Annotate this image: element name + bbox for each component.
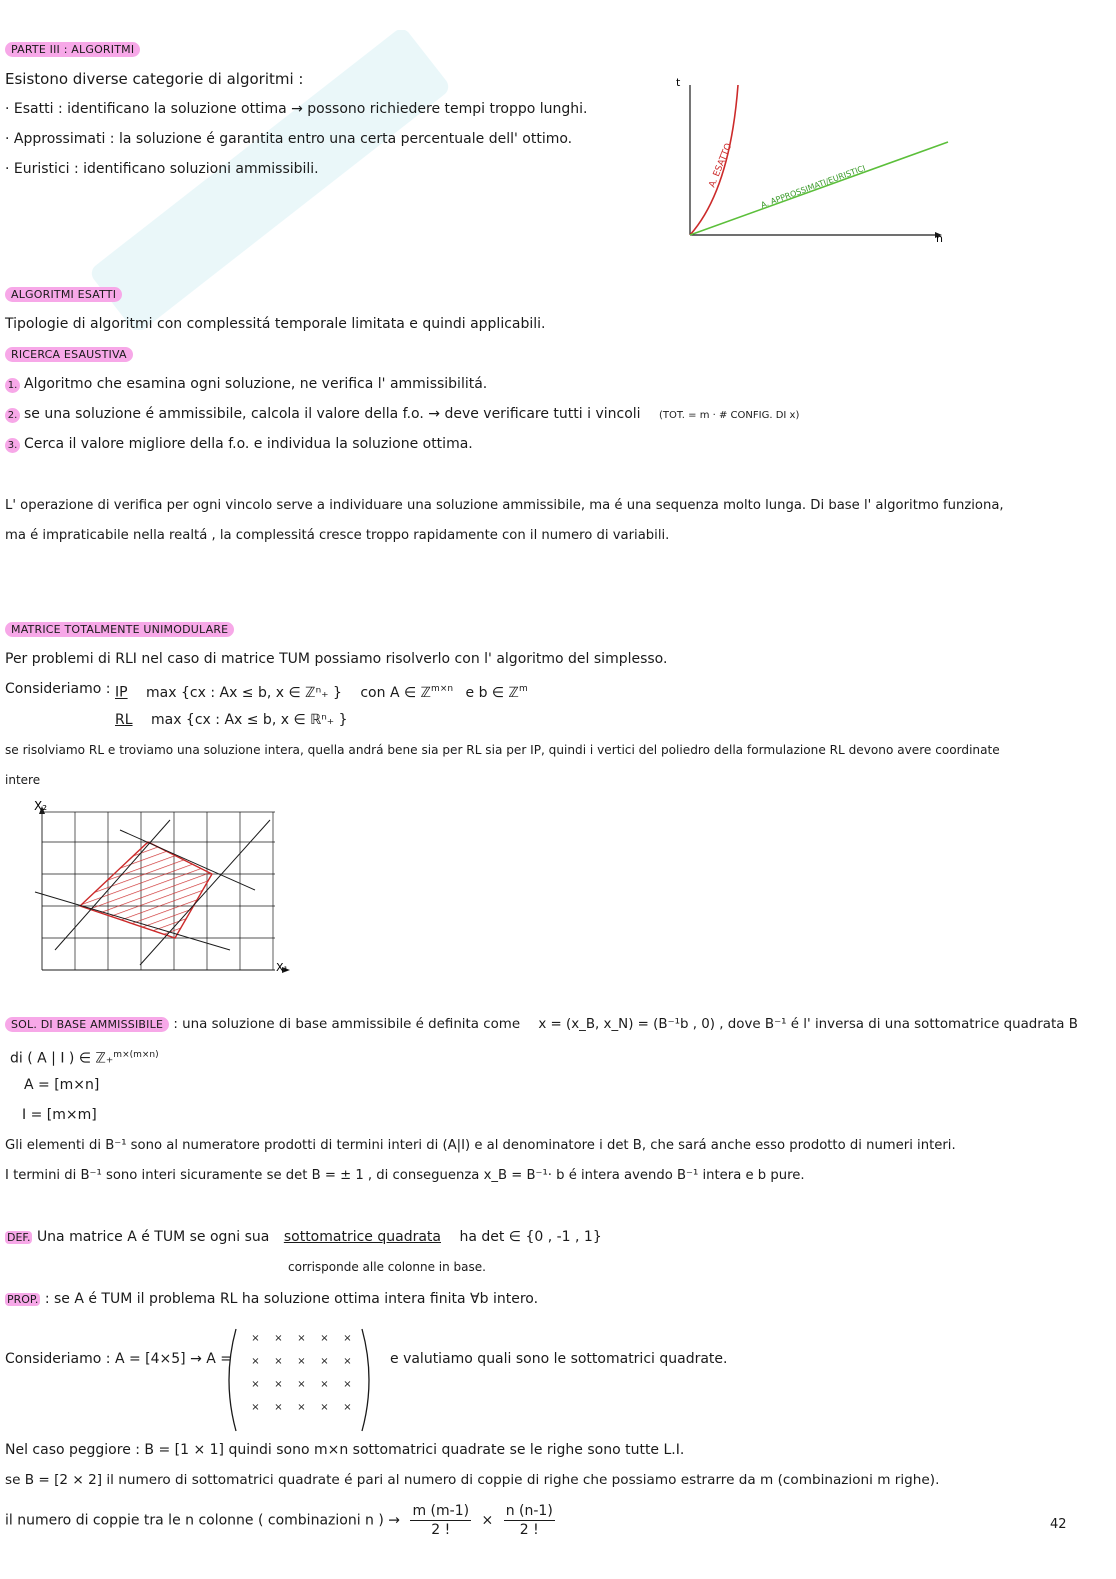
graph2-x-label: X₁: [276, 961, 288, 974]
tum-definition: DEF. Una matrice A é TUM se ogni sua sottomatrice quadrata ha det ∈ {0 , -1 , 1}: [7, 1229, 602, 1245]
graph1-x-label: n: [936, 232, 943, 245]
step-1: 1. Algoritmo che esamina ogni soluzione, ne verifica l' ammissibilitá.: [5, 375, 487, 393]
exact-title: ALGORITMI ESATTI: [5, 285, 122, 304]
evaluate-submatrices: e valutiamo quali sono le sottomatrici quadrate.: [390, 1351, 728, 1367]
section-title: PARTE III : ALGORITMI: [5, 40, 140, 59]
fraction-cols: $\frac{n (n-1)}{2 !}$: [505, 1503, 553, 1538]
tum-para-1: se risolviamo RL e troviamo una soluzione intera, quella andrá bene sia per RL sia per IP, quindi i vertici del poliedro della formulazione RL devono avere coordinate: [5, 743, 1000, 757]
approx-line-label: A. APPROSSIMATI/EURISTICI: [759, 163, 867, 210]
matrix-cells: × × × × × × × × × × × × × × × × × × × ×: [251, 1333, 352, 1413]
tum-proposition: PROP. : se A é TUM il problema RL ha soluzione ottima intera finita ∀b intero.: [7, 1291, 539, 1307]
page-number: 42: [1050, 1517, 1067, 1532]
rl-formulation: RL max {cx : Ax ≤ b, x ∈ ℝⁿ₊ }: [115, 712, 348, 728]
complexity-graph: [670, 70, 960, 250]
A-dimension: A = [m×n]: [24, 1077, 100, 1093]
pairs-line: il numero di coppie tra le n colonne ( combinazioni n ) → $\frac{m (m-1)}{2 !}$ × $\frac{n (n-1)}{2 !}$: [5, 1503, 553, 1538]
sol-domain: di ( A | I ) ∈ ℤ₊$^{m\times(m\times n)}$: [10, 1050, 159, 1067]
exact-desc: Tipologie di algoritmi con complessitá temporale limitata e quindi applicabili.: [5, 316, 546, 332]
def-note: corrisponde alle colonne in base.: [288, 1260, 486, 1274]
step-3: 3. Cerca il valore migliore della f.o. e individua la soluzione ottima.: [5, 435, 473, 453]
category-exact: · Esatti : identificano la soluzione ottima → possono richiedere tempi troppo lunghi.: [5, 101, 588, 117]
exact-curve: [690, 85, 738, 235]
exhaustive-title: RICERCA ESAUSTIVA: [5, 345, 133, 364]
worst-case-line: Nel caso peggiore : B = [1 × 1] quindi sono m×n sottomatrici quadrate se le righe sono tutte L.I.: [5, 1442, 685, 1458]
tum-intro: Per problemi di RLI nel caso di matrice TUM possiamo risolverlo con l' algoritmo del simplesso.: [5, 651, 668, 667]
b-inverse-line-1: Gli elementi di B⁻¹ sono al numeratore prodotti di termini interi di (A|I) e al denominatore i det B, che sará anche esso prodotto di numeri interi.: [5, 1138, 956, 1153]
exhaustive-para-2: ma é impraticabile nella realtá , la complessitá cresce troppo rapidamente con il numero di variabili.: [5, 528, 670, 543]
feasible-region: [80, 842, 212, 938]
sol-definition: SOL. DI BASE AMMISSIBILE : una soluzione di base ammissibile é definita come x = (x_B, x_N) = (B⁻¹b , 0) , dove B⁻¹ é l' inversa di una sottomatrice quadrata B: [5, 1016, 1078, 1034]
exact-curve-label: A. ESATTO: [707, 142, 735, 190]
tum-title: MATRICE TOTALMENTE UNIMODULARE: [5, 620, 234, 639]
ip-formulation: IP max {cx : Ax ≤ b, x ∈ ℤⁿ₊ } con A ∈ ℤ$^{m\times n}$ e b ∈ ℤ$^m$: [115, 684, 528, 701]
category-approx: · Approssimati : la soluzione é garantita entro una certa percentuale dell' ottimo.: [5, 131, 573, 147]
category-heuristic: · Euristici : identificano soluzioni ammissibili.: [5, 161, 319, 177]
consider-label: Consideriamo :: [5, 681, 111, 697]
graph1-y-label: t: [676, 76, 681, 89]
exhaustive-para-1: L' operazione di verifica per ogni vincolo serve a individuare una soluzione ammissibile, ma é una sequenza molto lunga. Di base l' algoritmo funziona,: [5, 498, 1004, 513]
b22-line: se B = [2 × 2] il numero di sottomatrici quadrate é pari al numero di coppie di righe che possiamo estrarre da m (combinazioni m righe).: [5, 1472, 940, 1488]
step-2: 2. se una soluzione é ammissibile, calcola il valore della f.o. → deve verificare tutti i vincoli (TOT. = m · # CONFIG. DI x): [5, 405, 799, 425]
tum-para-2: intere: [5, 773, 41, 787]
b-inverse-line-2: I termini di B⁻¹ sono interi sicuramente se det B = ± 1 , di conseguenza x_B = B⁻¹· b é intera avendo B⁻¹ intera e b pure.: [5, 1168, 805, 1183]
consider-matrix: Consideriamo : A = [4×5] → A =: [5, 1351, 233, 1367]
fraction-rows: $\frac{m (m-1)}{2 !}$: [412, 1503, 470, 1538]
intro-text: Esistono diverse categorie di algoritmi :: [5, 70, 304, 88]
I-dimension: I = [m×m]: [22, 1107, 97, 1123]
polyhedron-graph: [20, 800, 310, 985]
graph2-y-label: X₂: [34, 800, 48, 813]
